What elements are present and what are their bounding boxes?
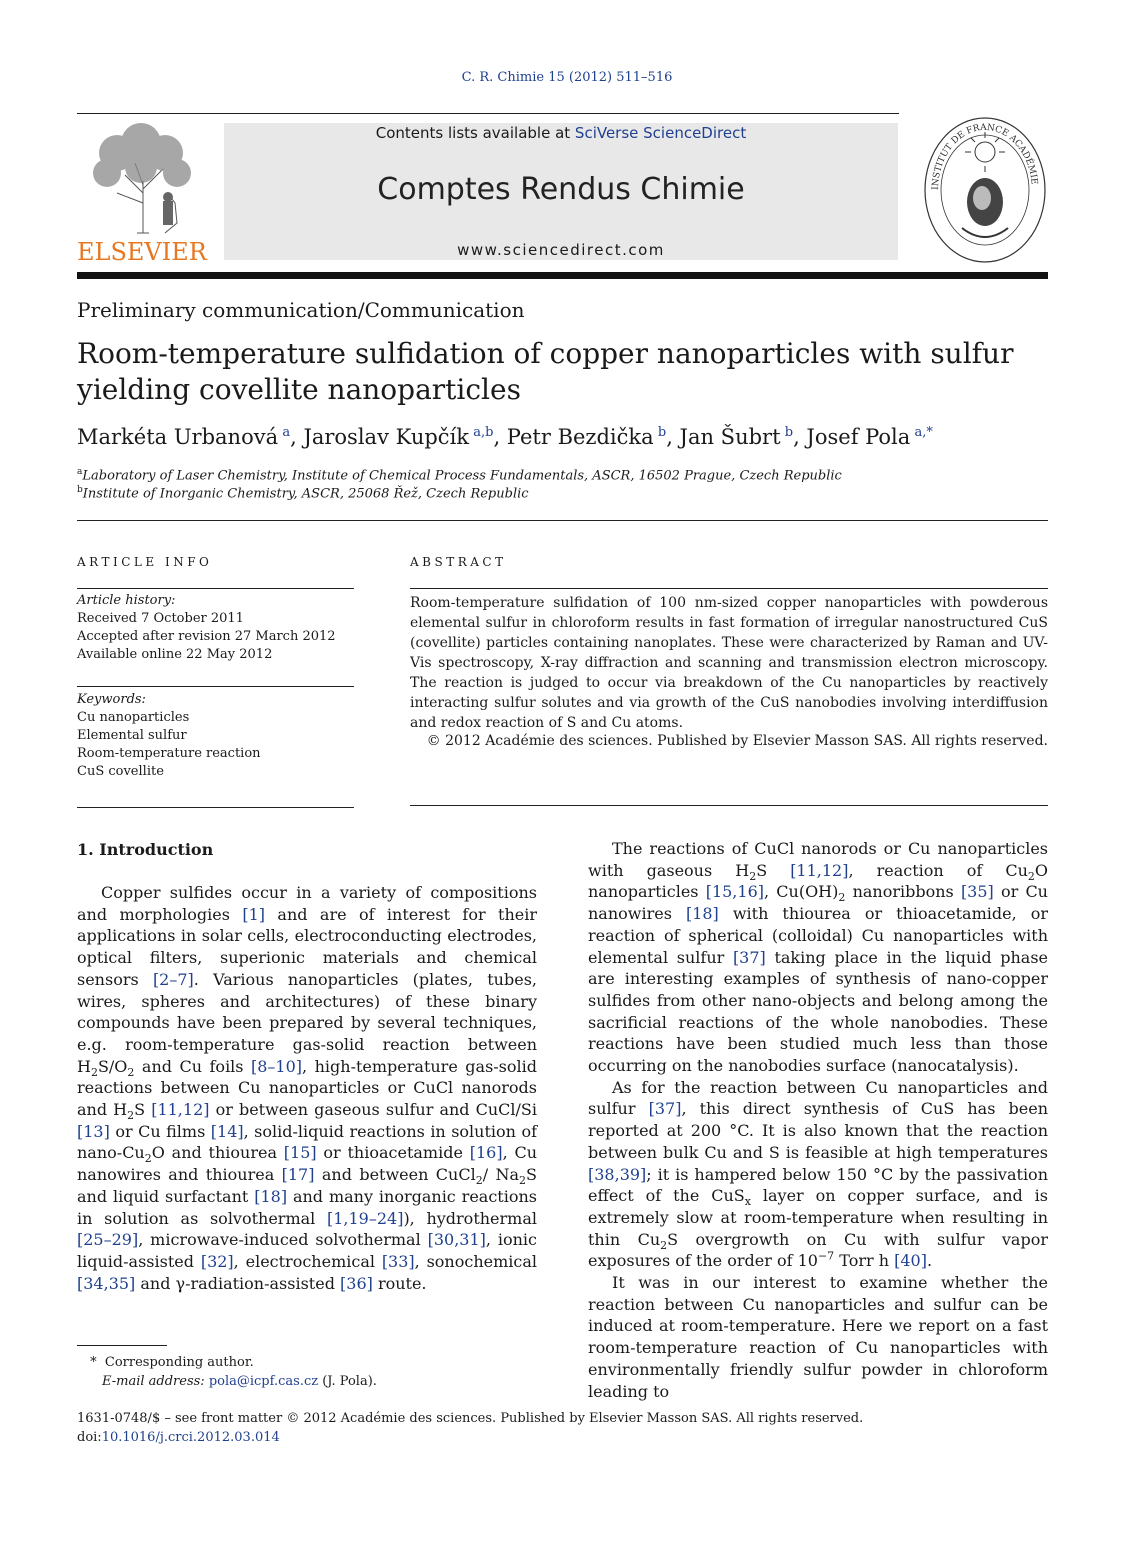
affiliation-b	[77, 485, 529, 501]
author-list: Markéta Urbanová $^a$, Jaroslav Kupčík $^{a,b}$, Petr Bezdička $^b$, Jan Šubrt $^b$, Josef Pola $^{a,*}$	[77, 425, 933, 449]
text-run: , this direct synthesis of CuS has been reported at 200 °C. It is also known that the reaction between bulk Cu and S is feasible at high temperatures	[588, 1099, 1049, 1162]
keyword: Elemental sulfur	[77, 728, 187, 743]
author-name[interactable]: Markéta Urbanová	[77, 425, 279, 449]
subscript: 2	[90, 1065, 98, 1079]
text-run: and are of interest for their applications in solar cells, electroconducting electrodes, optical filters, superionic materials and chemical sensors	[77, 904, 537, 989]
divider	[410, 588, 1048, 589]
citation-link[interactable]: [2–7]	[152, 969, 194, 989]
page-footer	[77, 1409, 863, 1447]
header-rule	[77, 113, 899, 114]
citation-link[interactable]: [18]	[685, 904, 719, 924]
text-run: , solid-liquid reactions in solution of nano-Cu	[77, 1121, 538, 1163]
paragraph: It was in our interest to examine whether the reaction between Cu nanoparticles and sulfur can be induced at room-temperature. Here we report on a fast room-temperature reaction of Cu nanoparticles with environmentally friendly sulfur powder in chloroform leading to	[588, 1273, 1048, 1401]
keyword: Room-temperature reaction	[77, 746, 261, 761]
text-run: or between gaseous sulfur and CuCl/Si	[209, 1100, 538, 1120]
text-run: , reaction of Cu	[848, 860, 1028, 880]
text-run: and Cu foils	[134, 1056, 251, 1076]
text-run: , Cu(OH)	[764, 882, 839, 902]
header-thick-rule	[77, 272, 1048, 279]
article-type: Preliminary communication/Communication	[77, 298, 525, 322]
abstract-heading: ABSTRACT	[410, 555, 507, 569]
text-run: , microwave-induced solvothermal	[138, 1230, 428, 1250]
author-affiliation-mark[interactable]: b	[657, 425, 667, 440]
paragraph	[77, 882, 537, 1294]
superscript: −7	[817, 1250, 835, 1264]
citation-link[interactable]: [36]	[340, 1273, 373, 1293]
text-run: route.	[372, 1273, 427, 1293]
citation-link[interactable]: [40]	[894, 1251, 927, 1271]
online-date: Available online 22 May 2012	[77, 647, 273, 662]
subscript: 2	[838, 891, 846, 905]
email-label: E-mail address:	[102, 1374, 209, 1389]
citation-link[interactable]: [15,16]	[705, 882, 764, 902]
divider	[77, 588, 354, 589]
affiliation-mark: a	[77, 467, 83, 477]
subscript: 2	[519, 1174, 527, 1188]
text-run: Torr h	[834, 1251, 895, 1271]
text-run: with thiourea or thioacetamide, or reaction of spherical (colloidal) Cu nanoparticles with elemental sulfur	[588, 904, 1048, 967]
text-run: ; it is hampered below 150 °C by the passivation effect of the CuS	[588, 1164, 1048, 1206]
text-run: / Na	[482, 1165, 520, 1185]
affiliation-rule	[77, 520, 1048, 521]
text-run: taking place in the liquid phase are interesting examples of synthesis of nano-copper sulfides from other nano-objects and belong among the sacrificial reactions of the whole nanobodies. These reactions have been studied much less than those occurring on the nanobodies surface (nanocatalysis).	[588, 947, 1048, 1076]
text-run: and between CuCl	[314, 1165, 476, 1185]
text-run: O and thiourea	[151, 1143, 284, 1163]
citation-link[interactable]: [25–29]	[77, 1230, 139, 1250]
citation-link[interactable]: [13]	[77, 1121, 110, 1141]
article-info-heading: ARTICLE INFO	[77, 555, 213, 569]
subscript: 2	[127, 1109, 135, 1123]
subscript: 2	[475, 1174, 483, 1188]
body-column-right	[588, 838, 1048, 1402]
subscript: 2	[127, 1065, 135, 1079]
affiliation-text: Laboratory of Laser Chemistry, Institute of Chemical Process Fundamentals, ASCR, 16502 Prague, Czech Republic	[82, 468, 842, 484]
abstract-text: Room-temperature sulfidation of 100 nm-sized copper nanoparticles with powderous elemental sulfur in chloroform results in fast formation of irregular nanostructured CuS (covellite) particles containing nanoplates. These were characterized by Raman and UV-Vis spectroscopy, X-ray diffraction and scanning and transmission electron microscopy. The reaction is judged to occur via breakdown of the Cu nanoparticles by reactively interacting sulfur solutes and via growth of the CuS nanobodies involving interdiffusion and redox reaction of S and Cu atoms.	[410, 595, 1048, 731]
sciencedirect-link[interactable]: SciVerse ScienceDirect	[574, 124, 747, 142]
author-affiliation-mark[interactable]: b	[784, 425, 794, 440]
academie-seal-logo	[918, 110, 1052, 264]
author-name[interactable]: Jaroslav Kupčík	[303, 425, 470, 449]
author-affiliation-mark[interactable]: a	[282, 425, 291, 440]
doi-link[interactable]: 10.1016/j.crci.2012.03.014	[101, 1430, 280, 1445]
text-run: , high-temperature gas-solid reactions between Cu nanoparticles or CuCl nanorods and H	[77, 1056, 537, 1120]
text-run: or Cu films	[109, 1121, 211, 1141]
citation-link[interactable]: [18]	[254, 1186, 288, 1206]
text-run: S/O	[97, 1056, 128, 1076]
footnote-rule	[77, 1345, 167, 1346]
doi-prefix: doi:	[77, 1430, 102, 1445]
front-matter-line: 1631-0748/$ – see front matter © 2012 Académie des sciences. Published by Elsevier Masson SAS. All rights reserved.	[77, 1411, 864, 1426]
subscript: 2	[144, 1152, 152, 1166]
journal-name: Comptes Rendus Chimie	[377, 172, 745, 207]
text-run: O nanoparticles	[588, 860, 1049, 902]
corresponding-author-note: Corresponding author.	[104, 1355, 254, 1370]
text-run: . Various nanoparticles (plates, tubes, wires, spheres and architectures) of these binary compounds have been prepared by several techniques, e.g. room-temperature gas-solid reaction between H	[77, 969, 537, 1076]
citation-link[interactable]: [35]	[960, 882, 994, 902]
citation-link[interactable]: [37]	[648, 1099, 682, 1119]
citation-link[interactable]: [16]	[469, 1143, 503, 1163]
text-run: or Cu nanowires	[588, 882, 1048, 924]
author-name[interactable]: Josef Pola	[806, 425, 911, 449]
email-suffix: (J. Pola).	[318, 1374, 377, 1389]
citation-link[interactable]: [14]	[210, 1121, 244, 1141]
text-run: The reactions of CuCl nanorods or Cu nanoparticles with gaseous H	[588, 839, 1048, 880]
citation-link[interactable]: [11,12]	[790, 860, 849, 880]
received-date: Received 7 October 2011	[77, 611, 244, 626]
text-run: nanoribbons	[845, 882, 961, 902]
divider	[77, 807, 354, 808]
author-affiliation-mark[interactable]: a,b	[473, 425, 494, 440]
section-heading: 1. Introduction	[77, 840, 214, 859]
contents-prefix: Contents lists available at	[375, 124, 575, 142]
subscript: 2	[660, 1238, 668, 1252]
text-run: S	[134, 1100, 152, 1120]
accepted-date: Accepted after revision 27 March 2012	[77, 629, 336, 644]
citation-link[interactable]: [30,31]	[427, 1230, 486, 1250]
text-run: and many inorganic reactions in solution as solvothermal	[77, 1186, 537, 1228]
text-run: S	[756, 860, 791, 880]
body-column-left	[77, 882, 537, 1294]
subscript: 2	[1027, 869, 1035, 883]
text-run: or thioacetamide	[316, 1143, 470, 1163]
text-run: Copper sulfides occur in a variety of compositions and morphologies	[77, 883, 537, 924]
affiliation-mark: b	[77, 485, 83, 495]
citation-link[interactable]: [17]	[281, 1165, 315, 1185]
subscript: 2	[749, 869, 757, 883]
text-run: S and liquid surfactant	[77, 1165, 538, 1206]
citation-link[interactable]: [1]	[242, 904, 265, 924]
citation-link[interactable]: [11,12]	[151, 1100, 210, 1120]
history-label: Article history:	[77, 593, 176, 608]
contents-line	[224, 124, 898, 142]
text-run: layer on copper surface, and is extremely slow at room-temperature when resulting in thin Cu	[588, 1186, 1049, 1249]
text-run: , Cu nanowires and thiourea	[77, 1143, 538, 1185]
citation-link[interactable]: [32]	[200, 1251, 234, 1271]
text-run: S overgrowth on Cu with sulfur vapor exposures of the order of 10	[588, 1229, 1048, 1271]
text-run: and γ-radiation-assisted	[135, 1273, 341, 1293]
journal-reference[interactable]: C. R. Chimie 15 (2012) 511–516	[461, 70, 673, 85]
divider	[410, 805, 1048, 806]
text-run: , sonochemical	[414, 1251, 538, 1271]
text-run: ), hydrothermal	[403, 1208, 537, 1228]
citation-link[interactable]: [1,19–24]	[326, 1208, 404, 1228]
keywords	[77, 691, 261, 781]
author-name[interactable]: Petr Bezdička	[506, 425, 654, 449]
paragraph	[588, 838, 1048, 1077]
citation-link[interactable]: [38,39]	[588, 1164, 647, 1184]
text-run: As for the reaction between Cu nanoparticles and sulfur	[588, 1077, 1048, 1119]
keywords-label: Keywords:	[77, 692, 146, 707]
citation-link[interactable]: [37]	[732, 947, 766, 967]
subscript: x	[744, 1195, 751, 1209]
text-run: .	[926, 1251, 933, 1271]
citation-link[interactable]: [33]	[381, 1251, 415, 1271]
citation-link[interactable]: [34,35]	[77, 1273, 136, 1293]
keyword: CuS covellite	[77, 764, 164, 779]
author-affiliation-mark[interactable]: a,*	[914, 425, 933, 440]
affiliation-text: Institute of Inorganic Chemistry, ASCR, 25068 Řež, Czech Republic	[82, 486, 529, 502]
journal-url[interactable]: www.sciencedirect.com	[457, 241, 665, 259]
seal-text: INSTITUT DE FRANCE ACADÉMIE	[930, 122, 1039, 191]
paragraph	[588, 1077, 1048, 1272]
text-run: , ionic liquid-assisted	[77, 1230, 537, 1271]
keyword: Cu nanoparticles	[77, 710, 190, 725]
article-title: Room-temperature sulfidation of copper nanoparticles with sulfur yielding covellite nanoparticles	[77, 337, 1014, 406]
elsevier-wordmark: ELSEVIER	[77, 238, 207, 266]
footnote: * Corresponding author. E-mail address: pola@icpf.cas.cz (J. Pola).	[86, 1355, 377, 1389]
abstract-copyright: © 2012 Académie des sciences. Published by Elsevier Masson SAS. All rights reserved.	[426, 733, 1048, 749]
citation-link[interactable]: [8–10]	[251, 1056, 303, 1076]
divider	[77, 686, 354, 687]
text-run: , electrochemical	[233, 1251, 382, 1271]
author-name[interactable]: Jan Šubrt	[679, 425, 781, 449]
citation-link[interactable]: [15]	[283, 1143, 317, 1163]
email-link[interactable]: pola@icpf.cas.cz	[208, 1374, 319, 1389]
affiliation-a	[77, 467, 842, 483]
article-history	[77, 592, 336, 664]
